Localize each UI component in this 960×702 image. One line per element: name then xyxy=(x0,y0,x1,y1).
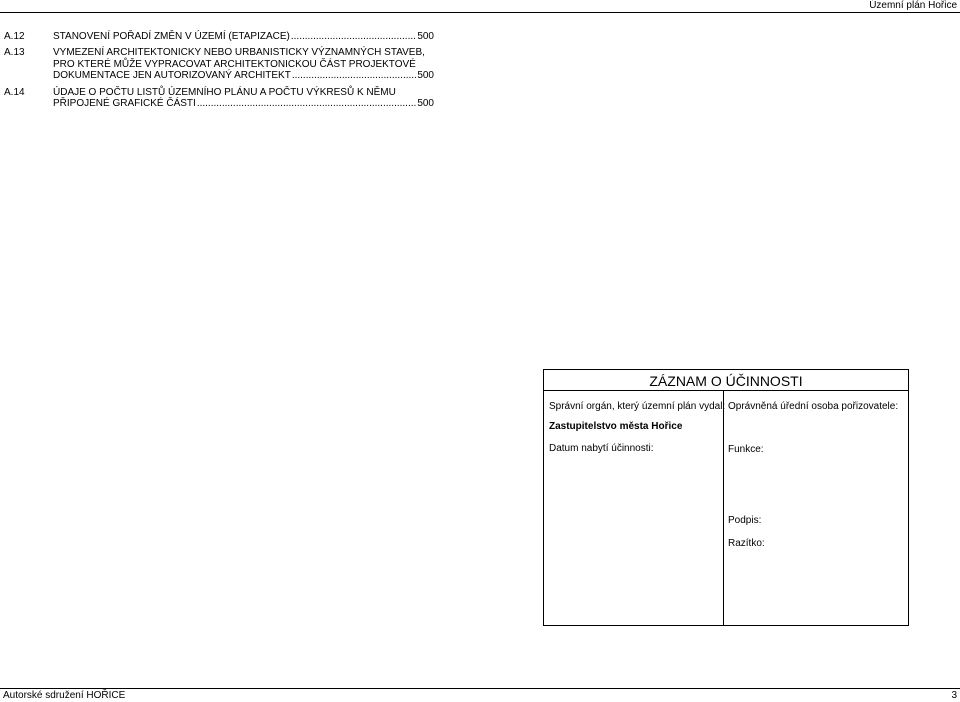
toc-entry-line: ÚDAJE O POČTU LISTŮ ÚZEMNÍHO PLÁNU A POČTU VÝKRESŮ K NĚMU xyxy=(53,86,396,98)
toc-entry-page: 500 xyxy=(417,98,434,110)
toc-leader-dots xyxy=(291,31,416,42)
toc-entry-a12[interactable] xyxy=(4,31,434,42)
toc-entry-line: PRO KTERÉ MŮŽE VYPRACOVAT ARCHITEKTONICKOU ČÁST PROJEKTOVÉ xyxy=(53,58,416,70)
footer-author: Autorské sdružení HOŘICE xyxy=(3,690,126,701)
toc-entry-title: DOKUMENTACE JEN AUTORIZOVANÝ ARCHITEKT xyxy=(53,70,291,82)
toc-entry-page: 500 xyxy=(417,70,434,82)
effectiveness-record-box xyxy=(543,369,909,626)
toc-entry-a14[interactable] xyxy=(4,87,434,110)
stamp-label: Razítko: xyxy=(728,538,765,549)
toc-entry-title: STANOVENÍ POŘADÍ ZMĚN V ÚZEMÍ (ETAPIZACE) xyxy=(53,31,290,42)
record-title: ZÁZNAM O ÚČINNOSTI xyxy=(544,370,908,391)
toc-entry-title: PŘIPOJENÉ GRAFICKÉ ČÁSTI xyxy=(53,98,196,110)
toc-entry-last-line xyxy=(53,98,434,109)
toc-entry-number: A.12 xyxy=(4,31,25,42)
toc-leader-dots xyxy=(197,98,417,109)
toc-entry-number: A.13 xyxy=(4,47,25,59)
signature-label: Podpis: xyxy=(728,515,762,526)
toc-entry-a13[interactable] xyxy=(4,47,434,81)
header-title: Územní plán Hořice xyxy=(869,0,957,11)
toc-entry-page: 500 xyxy=(417,31,434,42)
footer-rule xyxy=(0,688,960,689)
effective-date-label: Datum nabytí účinnosti: xyxy=(549,443,654,454)
table-of-contents xyxy=(4,31,434,114)
toc-entry-text xyxy=(53,31,434,42)
toc-entry-text xyxy=(53,47,434,81)
header-rule xyxy=(0,12,960,13)
function-label: Funkce: xyxy=(728,444,764,455)
toc-entry-number: A.14 xyxy=(4,86,25,98)
official-label: Oprávněná úřední osoba pořizovatele: xyxy=(728,401,899,412)
toc-leader-dots xyxy=(292,70,417,81)
toc-entry-last-line xyxy=(53,31,434,42)
record-column-divider xyxy=(723,390,724,625)
page-number: 3 xyxy=(951,690,957,701)
authority-value: Zastupitelstvo města Hořice xyxy=(549,421,683,432)
toc-entry-line: VYMEZENÍ ARCHITEKTONICKY NEBO URBANISTICKY VÝZNAMNÝCH STAVEB, xyxy=(53,47,425,59)
toc-entry-text xyxy=(53,87,434,110)
authority-label: Správní orgán, který územní plán vydal: xyxy=(549,401,726,412)
toc-entry-last-line xyxy=(53,70,434,81)
